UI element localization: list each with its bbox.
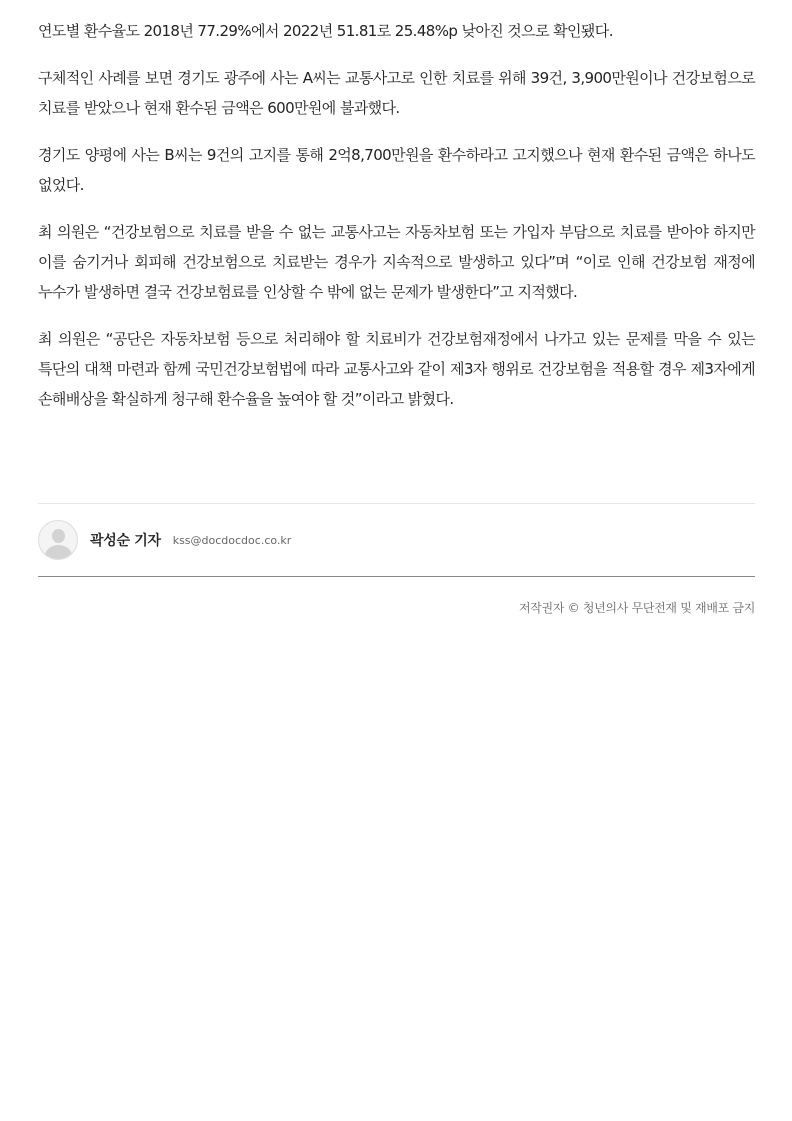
article-paragraph-3: 경기도 양평에 사는 B씨는 9건의 고지를 통해 2억8,700만원을 환수하라고 고지했으나 현재 환수된 금액은 하나도 없었다. [38, 146, 755, 194]
byline-top-divider [38, 503, 755, 504]
article-body [38, 16, 755, 431]
copyright-notice: 저작권자 © 청년의사 무단전재 및 재배포 금지 [518, 601, 755, 615]
article-paragraph-1: 연도별 환수율도 2018년 77.29%에서 2022년 51.81로 25.48%p 낮아진 것으로 확인됐다. [38, 22, 613, 40]
user-avatar-icon [38, 520, 78, 560]
reporter-byline [38, 519, 291, 561]
article-paragraph-5: 최 의원은 “공단은 자동차보험 등으로 처리해야 할 치료비가 건강보험재정에서 나가고 있는 문제를 막을 수 있는 특단의 대책 마련과 함께 국민건강보험법에 따라 교통사고와 같이 제3자 행위로 건강보험을 적용할 경우 제3자에게 손해배상을 확실하게 청구해 환수율을 높여야 할 것”이라고 밝혔다. [38, 330, 755, 408]
reporter-email[interactable]: kss@docdocdoc.co.kr [172, 533, 292, 547]
byline-bottom-divider [38, 576, 755, 577]
reporter-name[interactable]: 곽성순 기자 [90, 533, 161, 549]
article-paragraph-2: 구체적인 사례를 보면 경기도 광주에 사는 A씨는 교통사고로 인한 치료를 위해 39건, 3,900만원이나 건강보험으로 치료를 받았으나 현재 환수된 금액은 600만원에 불과했다. [38, 69, 755, 117]
article-paragraph-4: 최 의원은 “건강보험으로 치료를 받을 수 없는 교통사고는 자동차보험 또는 가입자 부담으로 치료를 받아야 하지만 이를 숨기거나 회피해 건강보험으로 치료받는 경우가 지속적으로 발생하고 있다”며 “이로 인해 건강보험 재정에 누수가 발생하면 결국 건강보험료를 인상할 수 밖에 없는 문제가 발생한다”고 지적했다. [38, 223, 755, 301]
